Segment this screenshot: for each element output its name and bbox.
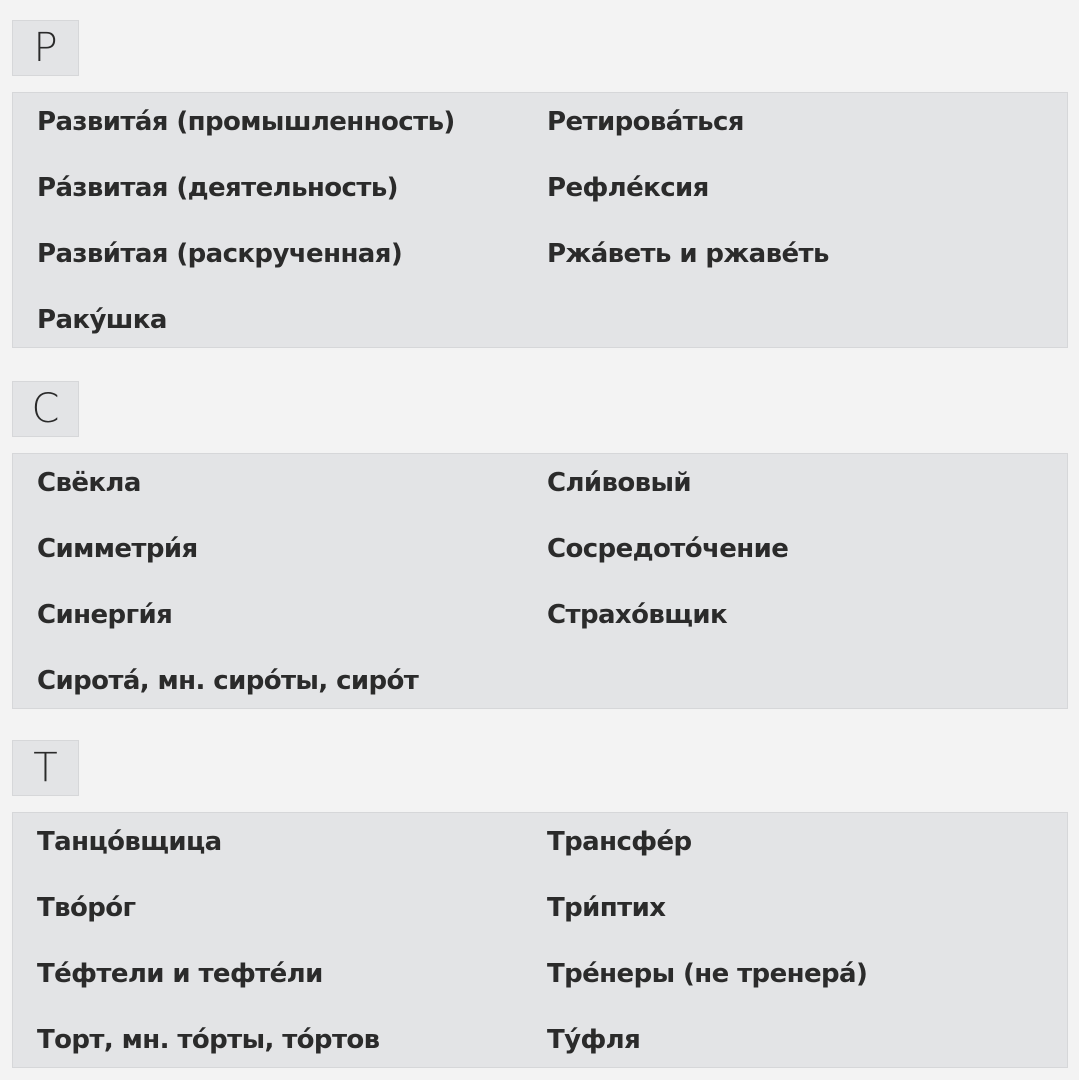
word-item: Ра́звитая (деятельность) [37, 173, 398, 203]
word-panel [12, 92, 1068, 348]
word-item: Сли́вовый [547, 468, 692, 498]
word-panel [12, 812, 1068, 1068]
word-item: Сирота́, мн. сиро́ты, сиро́т [37, 666, 419, 696]
word-item: Раку́шка [37, 305, 167, 335]
word-item: Тво́ро́г [37, 893, 136, 923]
word-item: Тре́неры (не тренера́) [547, 959, 868, 989]
section-letter: Р [12, 20, 79, 76]
word-item: Рефле́ксия [547, 173, 709, 203]
word-item: Три́птих [547, 893, 666, 923]
word-item: Ржа́веть и ржаве́ть [547, 239, 829, 269]
word-item: Развита́я (промышленность) [37, 107, 455, 137]
word-item: Сосредото́чение [547, 534, 789, 564]
section-letter: Т [12, 740, 79, 796]
word-item: Ретирова́ться [547, 107, 744, 137]
word-item: Разви́тая (раскрученная) [37, 239, 403, 269]
word-item: Симметри́я [37, 534, 198, 564]
word-item: Танцо́вщица [37, 827, 222, 857]
word-item: Свёкла [37, 468, 141, 498]
word-item: Те́фтели и тефте́ли [37, 959, 323, 989]
word-item: Трансфе́р [547, 827, 692, 857]
word-item: Торт, мн. то́рты, то́ртов [37, 1025, 380, 1055]
word-item: Ту́фля [547, 1025, 641, 1055]
section-letter: С [12, 381, 79, 437]
word-item: Страхо́вщик [547, 600, 727, 630]
word-item: Синерги́я [37, 600, 173, 630]
word-panel [12, 453, 1068, 709]
